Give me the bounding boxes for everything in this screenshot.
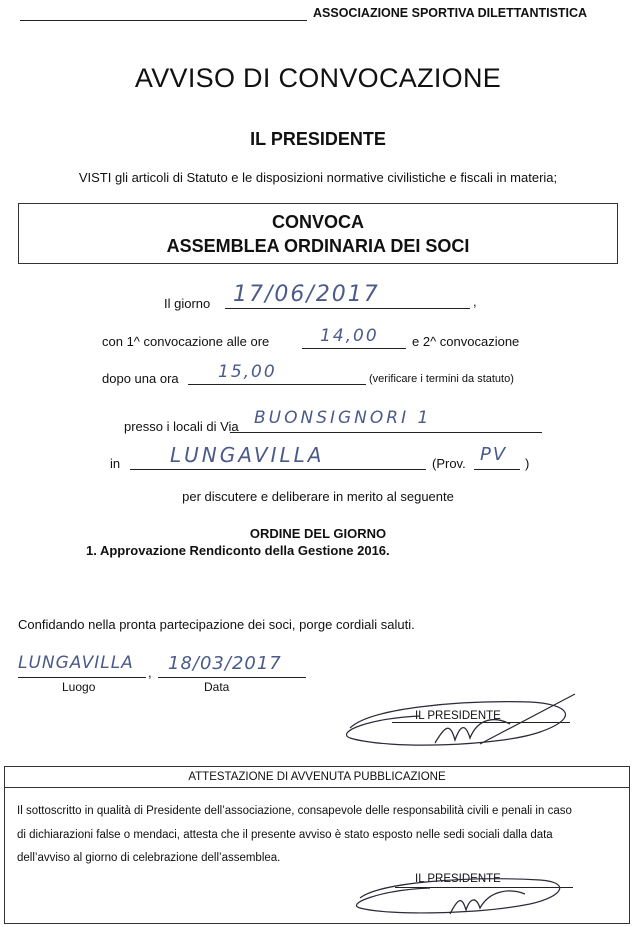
association-name: ASSOCIAZIONE SPORTIVA DILETTANTISTICA [313, 6, 588, 20]
in-value: LUNGAVILLA [170, 443, 325, 467]
via-field[interactable] [230, 408, 542, 433]
prima-value: 14,00 [320, 326, 379, 346]
odg-item-1: 1. Approvazione Rendiconto della Gestione 2016. [86, 543, 390, 558]
visti-text: VISTI gli articoli di Statuto e le disposizioni normative civilistiche e fiscali in materia; [78, 170, 558, 185]
signature-2-image [330, 868, 590, 924]
attestazione-line-3: dell’avviso al giorno di celebrazione dell’assemblea. [17, 852, 281, 864]
prima-label: con 1^ convocazione alle ore [102, 334, 270, 349]
in-label: in [110, 456, 121, 471]
attestazione-signature-label: IL PRESIDENTE [415, 873, 501, 885]
data-label: Data [204, 680, 230, 694]
place-date-sep: , [148, 665, 152, 680]
attestazione-divider [5, 787, 629, 788]
prov-value: PV [480, 444, 508, 465]
giorno-comma: , [473, 294, 477, 309]
president-heading: IL PRESIDENTE [250, 129, 386, 149]
convoca-title: CONVOCA [271, 212, 364, 232]
signature-1-label: IL PRESIDENTE [415, 710, 501, 722]
giorno-value: 17/06/2017 [233, 282, 380, 307]
header-rule [20, 4, 307, 21]
signature-1-image [330, 688, 590, 758]
seconda-label: e 2^ convocazione [412, 334, 520, 349]
luogo-field[interactable] [18, 653, 146, 678]
convoca-box [18, 203, 618, 264]
attestazione-title: ATTESTAZIONE DI AVVENUTA PUBBLICAZIONE [188, 771, 446, 783]
data-value: 18/03/2017 [168, 653, 282, 674]
giorno-label: Il giorno [164, 296, 211, 311]
prima-field[interactable] [302, 326, 406, 349]
discutere-text: per discutere e deliberare in merito al seguente [182, 489, 454, 504]
closing-text: Confidando nella pronta partecipazione dei soci, porge cordiali saluti. [18, 617, 415, 632]
prov-field[interactable] [474, 444, 520, 470]
odg-title: ORDINE DEL GIORNO [249, 526, 387, 541]
via-value: BUONSIGNORI 1 [254, 408, 432, 428]
attestazione-line-1: Il sottoscritto in qualità di Presidente dell’associazione, consapevole delle responsabilità civili e penali in caso [17, 805, 572, 817]
dopo-field[interactable] [188, 362, 366, 385]
luogo-value: LUNGAVILLA [18, 653, 134, 673]
dopo-value: 15,00 [218, 362, 277, 382]
giorno-field[interactable] [225, 282, 470, 309]
in-field[interactable] [130, 443, 426, 470]
dopo-note: (verificare i termini da statuto) [369, 373, 514, 385]
data-field[interactable] [158, 653, 306, 678]
page-title: AVVISO DI CONVOCAZIONE [134, 63, 502, 93]
luogo-label: Luogo [62, 680, 96, 694]
prov-label: (Prov. [432, 456, 466, 471]
assembly-title: ASSEMBLEA ORDINARIA DEI SOCI [166, 236, 470, 256]
via-label: presso i locali di Via [124, 419, 239, 434]
prov-close: ) [525, 456, 530, 471]
dopo-label: dopo una ora [102, 371, 179, 386]
attestazione-line-2: di dichiarazioni false o mendaci, attesta che il presente avviso è stato esposto nelle sedi sociali dalla data [17, 829, 553, 841]
